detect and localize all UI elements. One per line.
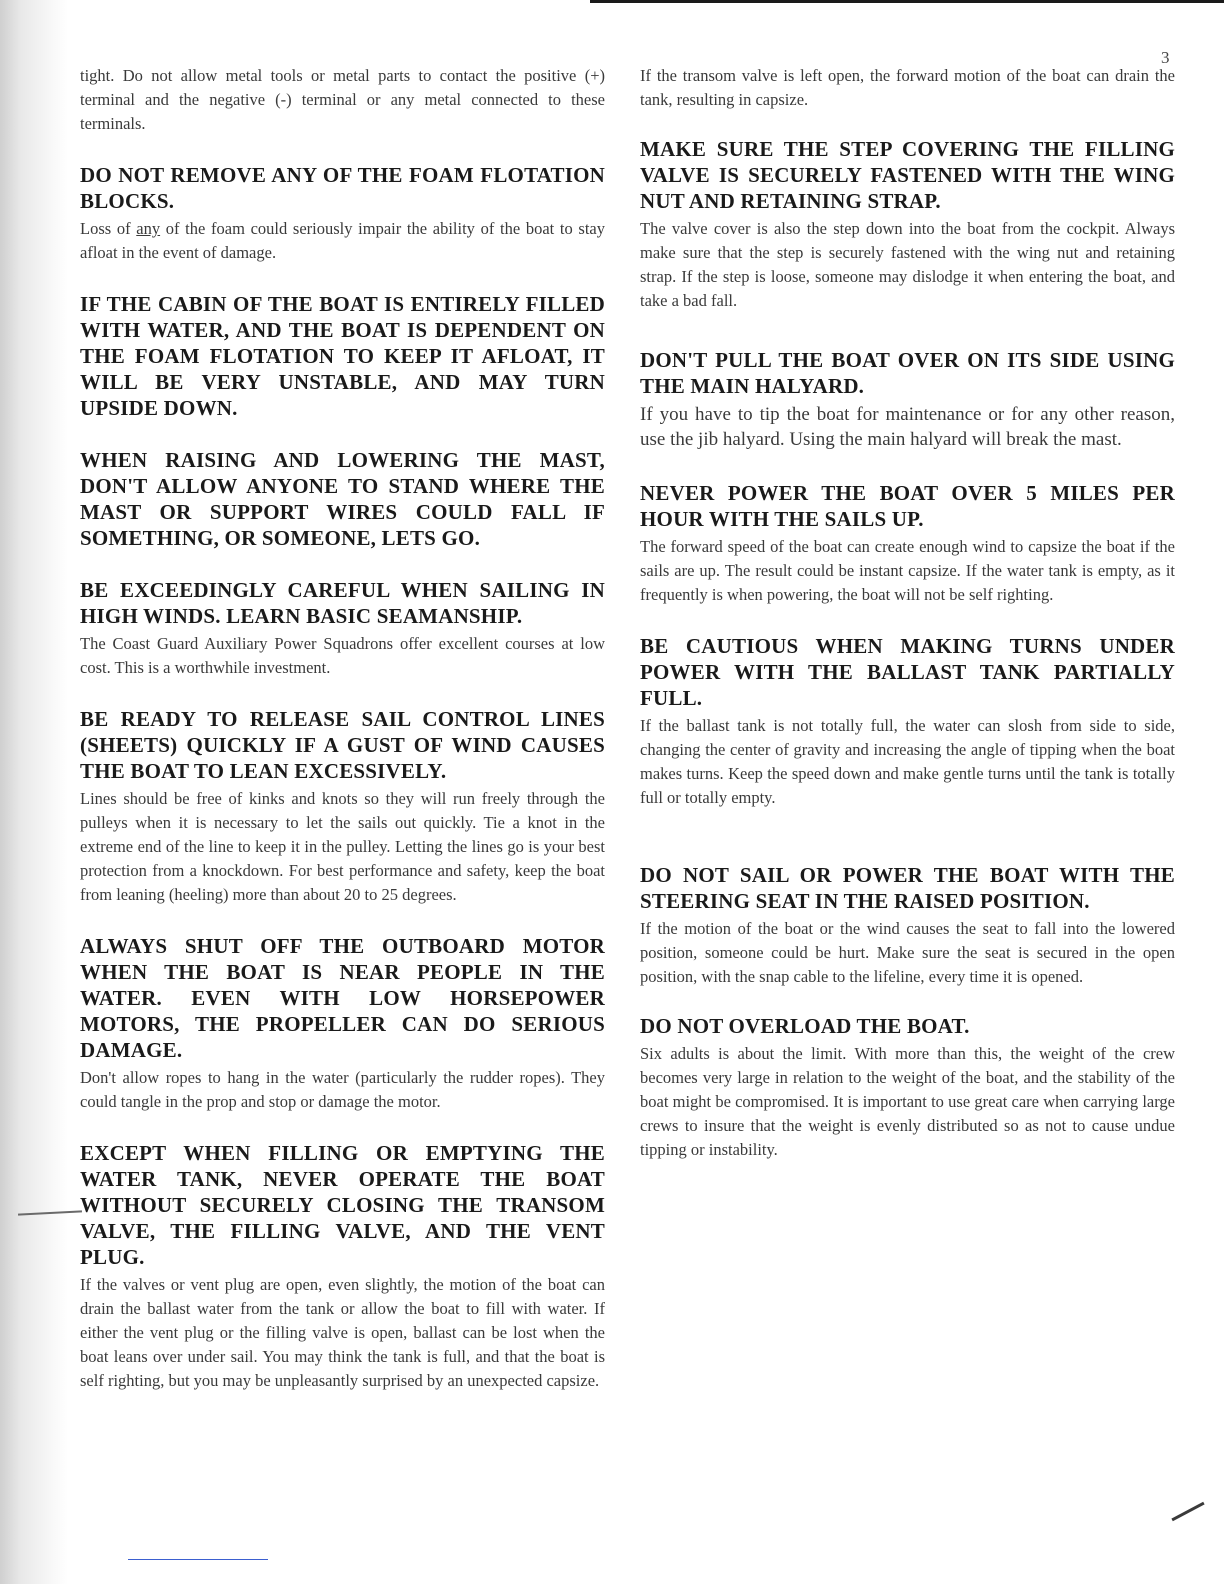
section-heading: MAKE SURE THE STEP COVERING THE FILLING VALVE IS SECURELY FASTENED WITH THE WING NUT AND RETAINING STRAP. (640, 137, 1175, 213)
section-heading: DO NOT OVERLOAD THE BOAT. (640, 1014, 970, 1038)
text-run: of the foam could seriously impair the ability of the boat to stay afloat in the event of damage. (80, 219, 605, 262)
section-outboard-motor (80, 933, 605, 1114)
scan-mark (1171, 1502, 1204, 1522)
text-run: Loss of (80, 219, 137, 238)
paragraph: Lines should be free of kinks and knots so they will run freely through the pulleys when it is necessary to let the sails out quickly. Tie a knot in the extreme end of the line to keep it in the pulley. Letting the lines go is your best protection from a knockdown. For best performance and safety, keep the boat from leaning (heeling) more than about 20 to 25 degrees. (80, 789, 605, 904)
section-heading: DO NOT SAIL OR POWER THE BOAT WITH THE STEERING SEAT IN THE RAISED POSITION. (640, 863, 1175, 913)
section-main-halyard (640, 347, 1175, 452)
section-power-speed (640, 480, 1175, 607)
section-overload (640, 1013, 1175, 1162)
section-cabin-filled (80, 291, 605, 421)
section-heading: NEVER POWER THE BOAT OVER 5 MILES PER HOUR WITH THE SAILS UP. (640, 481, 1175, 531)
section-heading: IF THE CABIN OF THE BOAT IS ENTIRELY FILLED WITH WATER, AND THE BOAT IS DEPENDENT ON THE FOAM FLOTATION TO KEEP IT AFLOAT, IT WILL BE VERY UNSTABLE, AND MAY TURN UPSIDE DOWN. (80, 292, 605, 420)
section-intro (640, 64, 1175, 112)
section-steering-seat (640, 862, 1175, 989)
section-heading: DO NOT REMOVE ANY OF THE FOAM FLOTATION BLOCKS. (80, 163, 605, 213)
section-step-filling-valve (640, 136, 1175, 313)
section-heading: BE CAUTIOUS WHEN MAKING TURNS UNDER POWER WITH THE BALLAST TANK PARTIALLY FULL. (640, 634, 1175, 710)
paragraph: If the transom valve is left open, the forward motion of the boat can drain the tank, resulting in capsize. (640, 66, 1175, 109)
paragraph: If you have to tip the boat for maintenance or for any other reason, use the jib halyard. Using the main halyard will break the mast. (640, 404, 1175, 450)
section-heading: DON'T PULL THE BOAT OVER ON ITS SIDE USING THE MAIN HALYARD. (640, 348, 1175, 398)
section-high-winds (80, 577, 605, 680)
section-sail-lines (80, 706, 605, 907)
paragraph (80, 217, 605, 265)
paragraph: The Coast Guard Auxiliary Power Squadrons offer excellent courses at low cost. This is a worthwhile investment. (80, 634, 605, 677)
section-heading: BE READY TO RELEASE SAIL CONTROL LINES (SHEETS) QUICKLY IF A GUST OF WIND CAUSES THE BOAT TO LEAN EXCESSIVELY. (80, 707, 605, 783)
top-edge-line (590, 0, 1224, 3)
left-column (80, 64, 605, 1416)
paragraph: If the motion of the boat or the wind causes the seat to fall into the lowered position, someone could be hurt. Make sure the seat is secured in the open position, with the snap cable to the lifeline, every time it is opened. (640, 919, 1175, 986)
right-column (640, 64, 1175, 1185)
paragraph: If the valves or vent plug are open, even slightly, the motion of the boat can drain the ballast water from the tank or allow the boat to fill with water. If either the vent plug or the filling valve is open, ballast can be lost when the boat leans over under sail. You may think the tank is full, and that the boat is self righting, but you may be unpleasantly surprised by an unexpected capsize. (80, 1275, 605, 1390)
section-turns-ballast (640, 633, 1175, 810)
scan-binding-shadow (0, 0, 68, 1584)
section-heading: BE EXCEEDINGLY CAREFUL WHEN SAILING IN HIGH WINDS. LEARN BASIC SEAMANSHIP. (80, 578, 605, 628)
section-mast (80, 447, 605, 551)
underlined-text: any (136, 219, 161, 238)
section-foam-blocks (80, 162, 605, 265)
section-heading: EXCEPT WHEN FILLING OR EMPTYING THE WATER TANK, NEVER OPERATE THE BOAT WITHOUT SECURELY CLOSING THE TRANSOM VALVE, THE FILLING VALVE, AND THE VENT PLUG. (80, 1141, 605, 1269)
page-number: 3 (1161, 48, 1170, 67)
paragraph: The forward speed of the boat can create enough wind to capsize the boat if the sails are up. The result could be instant capsize. If the water tank is empty, as it frequently is when powering, the boat will not be self righting. (640, 537, 1175, 604)
section-intro (80, 64, 605, 136)
section-water-tank (80, 1140, 605, 1393)
paragraph: Six adults is about the limit. With more than this, the weight of the crew becomes very large in relation to the weight of the boat, and the stability of the boat might be compromised. It is important to use great care when carrying large crews to insure that the weight is evenly distributed so as not to cause undue tipping or instability. (640, 1044, 1175, 1159)
paragraph: Don't allow ropes to hang in the water (particularly the rudder ropes). They could tangle in the prop and stop or damage the motor. (80, 1068, 605, 1111)
paragraph: tight. Do not allow metal tools or metal parts to contact the positive (+) terminal and the negative (-) terminal or any metal connected to these terminals. (80, 66, 605, 133)
paragraph: If the ballast tank is not totally full, the water can slosh from side to side, changing the center of gravity and increasing the angle of tipping when the boat makes turns. Keep the speed down and make gentle turns until the tank is totally full or totally empty. (640, 716, 1175, 807)
section-heading: ALWAYS SHUT OFF THE OUTBOARD MOTOR WHEN THE BOAT IS NEAR PEOPLE IN THE WATER. EVEN WITH LOW HORSEPOWER MOTORS, THE PROPELLER CAN DO SERIOUS DAMAGE. (80, 934, 605, 1062)
paragraph: The valve cover is also the step down into the boat from the cockpit. Always make sure that the step is securely fastened with the wing nut and retaining strap. If the step is loose, someone may dislodge it when entering the boat, and take a bad fall. (640, 219, 1175, 310)
bottom-underline-mark (128, 1559, 268, 1560)
section-heading: WHEN RAISING AND LOWERING THE MAST, DON'T ALLOW ANYONE TO STAND WHERE THE MAST OR SUPPORT WIRES COULD FALL IF SOMETHING, OR SOMEONE, LETS GO. (80, 448, 605, 550)
